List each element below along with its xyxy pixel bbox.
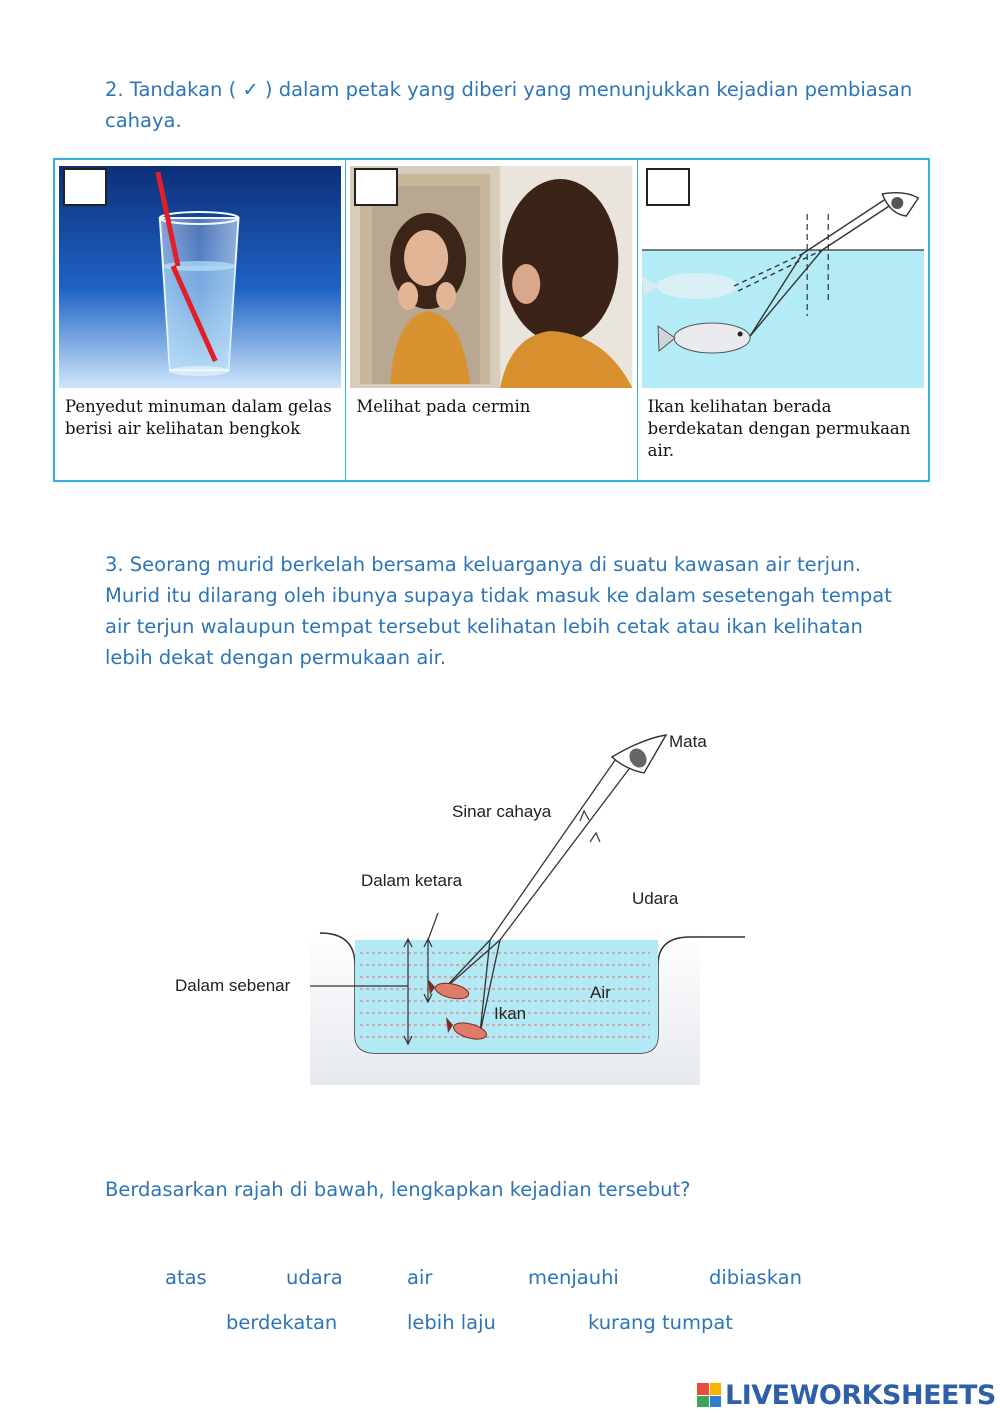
word-bank-item[interactable]: kurang tumpat: [588, 1311, 733, 1334]
checkbox-straw[interactable]: [63, 168, 107, 206]
options-table: [53, 158, 930, 482]
checkbox-mirror[interactable]: [354, 168, 398, 206]
checkbox-fish[interactable]: [646, 168, 690, 206]
option-cell-1: [55, 160, 346, 480]
word-bank-item[interactable]: dibiaskan: [709, 1266, 802, 1289]
brand-text: LIVEWORKSHEETS: [725, 1379, 996, 1411]
label-mata: Mata: [669, 732, 707, 751]
liveworksheets-logo: [697, 1377, 996, 1413]
caption-fish: Ikan kelihatan berada berdekatan dengan permukaan air.: [647, 397, 911, 460]
word-bank-item[interactable]: menjauhi: [528, 1266, 619, 1289]
word-bank-item[interactable]: lebih laju: [407, 1311, 496, 1334]
question-2-text: 2. Tandakan ( ✓ ) dalam petak yang diberi yang menunjukkan kejadian pembiasan cahaya.: [105, 78, 913, 132]
word-bank-item[interactable]: air: [407, 1266, 433, 1289]
refraction-diagram: [150, 725, 770, 1090]
word-bank-item[interactable]: udara: [286, 1266, 343, 1289]
caption-mirror: Melihat pada cermin: [356, 397, 531, 416]
label-ikan: Ikan: [494, 1004, 527, 1023]
label-sinar-cahaya: Sinar cahaya: [452, 802, 552, 821]
question-3-text: 3. Seorang murid berkelah bersama keluarganya di suatu kawasan air terjun. Murid itu dilarang oleh ibunya supaya tidak masuk ke dalam sesetengah tempat air terjun walaupun tempat tersebut kelihatan lebih cetak atau ikan kelihatan lebih dekat dengan permukaan air.: [105, 553, 892, 669]
word-bank-item[interactable]: berdekatan: [226, 1311, 338, 1334]
label-dalam-ketara: Dalam ketara: [361, 871, 463, 890]
option-cell-3: [638, 160, 928, 480]
water: [355, 940, 658, 1053]
question-4-text: Berdasarkan rajah di bawah, lengkapkan kejadian tersebut?: [105, 1178, 691, 1201]
label-air: Air: [590, 983, 611, 1002]
logo-icon: [697, 1383, 721, 1407]
label-dalam-sebenar: Dalam sebenar: [175, 976, 291, 995]
caption-straw: Penyedut minuman dalam gelas berisi air kelihatan bengkok: [65, 397, 332, 438]
word-bank-item[interactable]: atas: [165, 1266, 207, 1289]
label-udara: Udara: [632, 889, 679, 908]
option-cell-2: [346, 160, 637, 480]
